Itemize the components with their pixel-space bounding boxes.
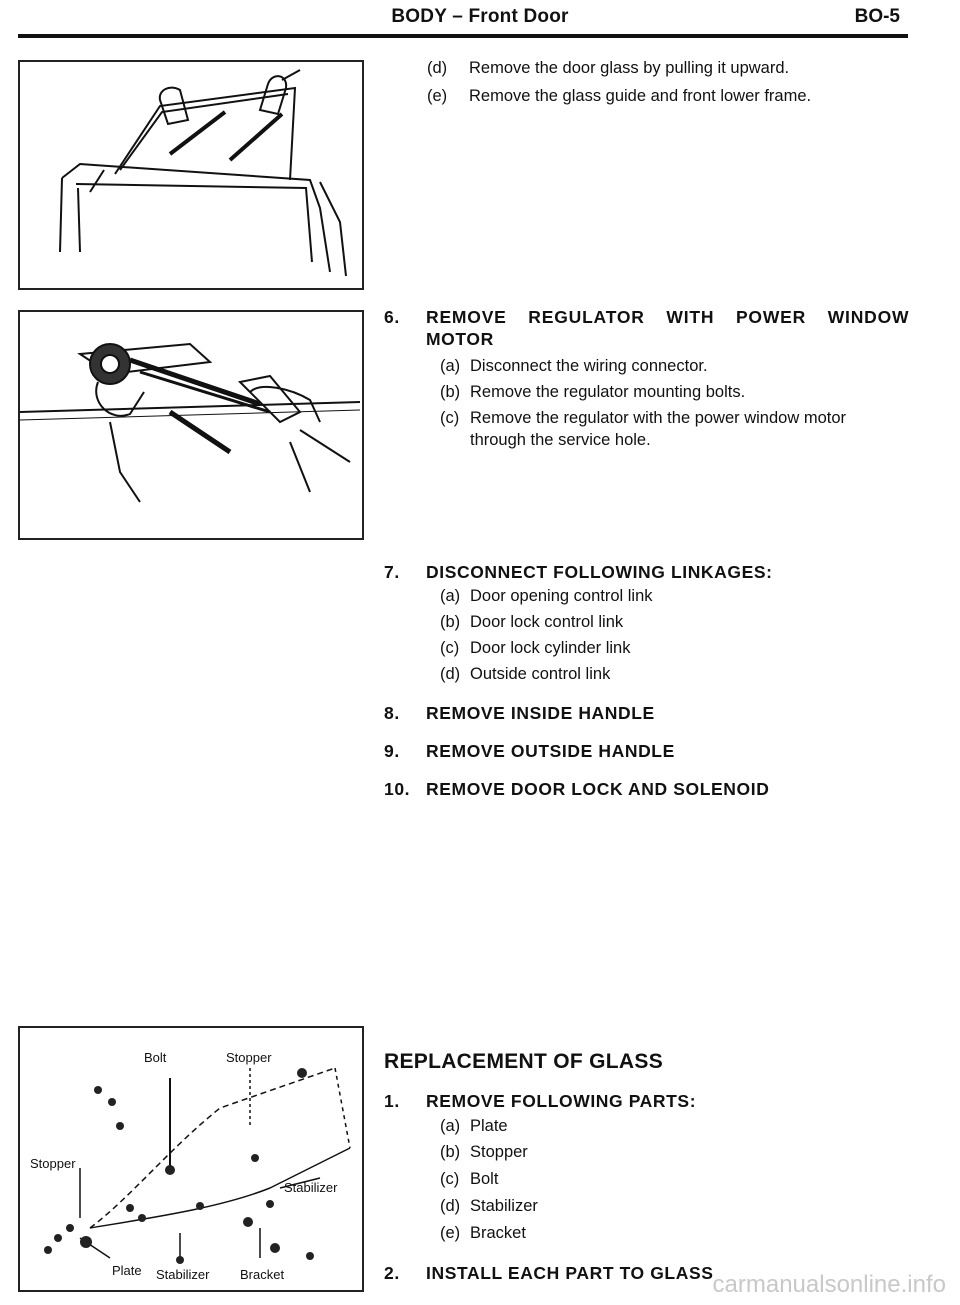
step-8-number: 8. <box>384 703 400 723</box>
glass-parts-illustration <box>20 1028 362 1290</box>
step-7-title: DISCONNECT FOLLOWING LINKAGES: <box>426 562 773 582</box>
page-number: BO-5 <box>854 6 900 27</box>
step-7a: (a) Door opening control link <box>440 587 653 605</box>
step-9-number: 9. <box>384 741 400 761</box>
step-8-title: REMOVE INSIDE HANDLE <box>426 703 655 723</box>
figure-door-glass <box>18 60 364 290</box>
step-7b: (b) Door lock control link <box>440 613 624 631</box>
step-6-title-line2: MOTOR <box>426 329 494 349</box>
step-r1a: (a) Plate <box>440 1117 508 1135</box>
label-stabilizer-right: Stabilizer <box>284 1180 338 1195</box>
label-bracket: Bracket <box>240 1267 285 1282</box>
step-r1-title: REMOVE FOLLOWING PARTS: <box>426 1091 697 1111</box>
step-6b: (b) Remove the regulator mounting bolts. <box>440 383 746 401</box>
replacement-heading: REPLACEMENT OF GLASS <box>384 1050 664 1073</box>
door-glass-illustration <box>20 62 362 288</box>
step-7-number: 7. <box>384 562 400 582</box>
step-r1-number: 1. <box>384 1091 400 1111</box>
step-r2-number: 2. <box>384 1263 400 1283</box>
step-r1c: (c) Bolt <box>440 1170 499 1188</box>
step-9-title: REMOVE OUTSIDE HANDLE <box>426 741 675 761</box>
step-10-number: 10. <box>384 779 411 799</box>
step-r1e: (e) Bracket <box>440 1224 526 1242</box>
label-plate: Plate <box>112 1263 142 1278</box>
figure-glass-parts <box>18 1026 364 1292</box>
step-7c: (c) Door lock cylinder link <box>440 639 631 657</box>
step-6-title-line1: REMOVE REGULATOR WITH POWER WINDOW <box>426 307 910 327</box>
label-stopper-left: Stopper <box>30 1156 76 1171</box>
label-stopper-top: Stopper <box>226 1050 272 1065</box>
step-6-number: 6. <box>384 307 400 327</box>
step-d: (d) Remove the door glass by pulling it upward. <box>427 59 790 77</box>
step-7d: (d) Outside control link <box>440 665 611 683</box>
figure-regulator <box>18 310 364 540</box>
header-rule <box>18 34 908 38</box>
step-r1d: (d) Stabilizer <box>440 1197 538 1215</box>
regulator-illustration <box>20 312 362 538</box>
label-stabilizer-bottom: Stabilizer <box>156 1267 210 1282</box>
step-6c-continued: through the service hole. <box>470 431 651 449</box>
page-title: BODY – Front Door <box>391 6 569 27</box>
step-6c: (c) Remove the regulator with the power window motor <box>440 409 847 427</box>
step-r2-title: INSTALL EACH PART TO GLASS <box>426 1263 714 1283</box>
step-6a: (a) Disconnect the wiring connector. <box>440 357 708 375</box>
step-e: (e) Remove the glass guide and front lower frame. <box>427 87 812 105</box>
step-r1b: (b) Stopper <box>440 1143 528 1161</box>
label-bolt: Bolt <box>144 1050 167 1065</box>
step-10-title: REMOVE DOOR LOCK AND SOLENOID <box>426 779 770 799</box>
watermark: carmanualsonline.info <box>712 1271 946 1298</box>
